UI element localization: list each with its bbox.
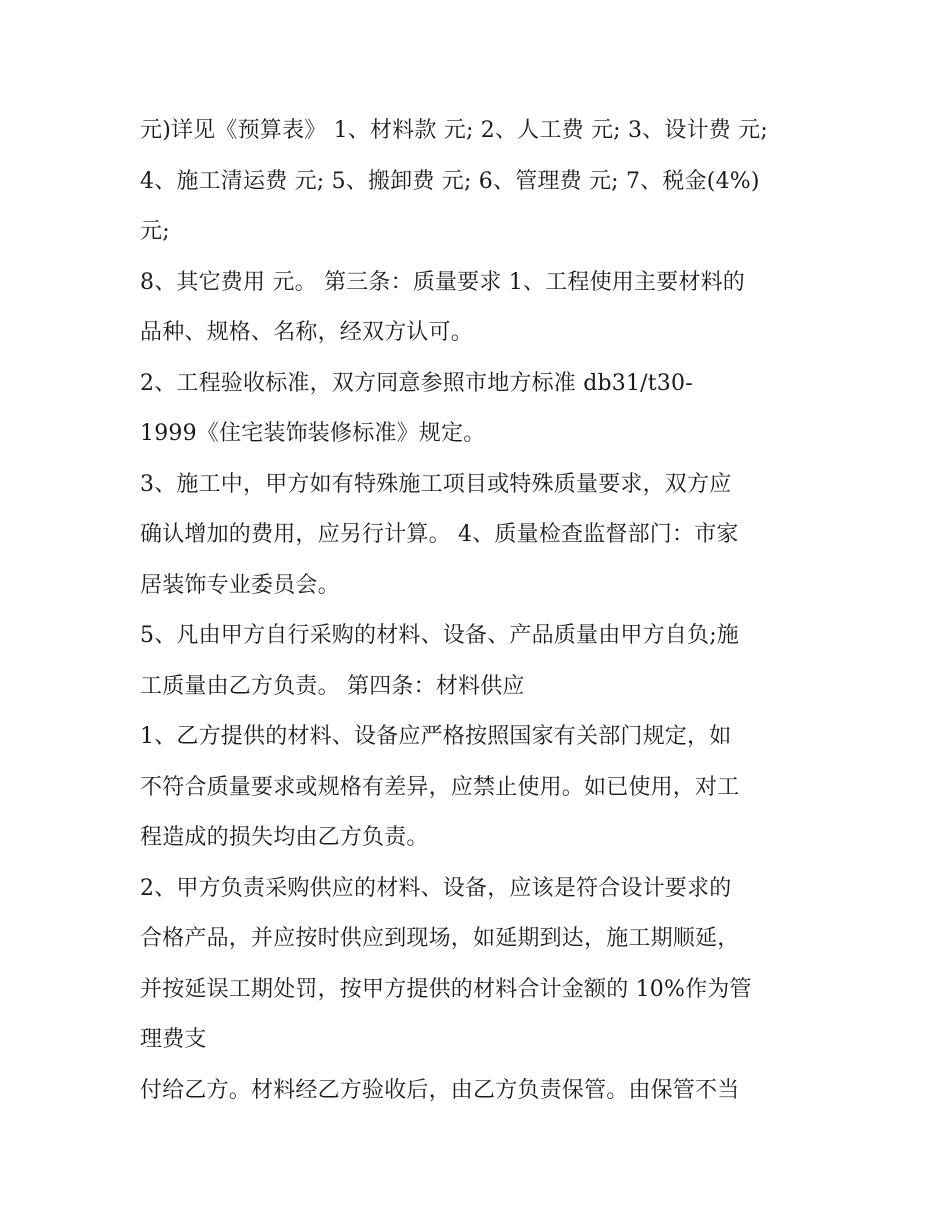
text-line: 2、工程验收标准，双方同意参照市地方标准 db31/t30- — [140, 370, 693, 396]
text-line: 不符合质量要求或规格有差异，应禁止使用。如已使用，对工 — [140, 774, 740, 800]
text-line: 品种、规格、名称，经双方认可。 — [140, 320, 474, 345]
text-line: 2、甲方负责采购供应的材料、设备，应该是符合设计要求的 — [140, 875, 732, 901]
text-line: 确认增加的费用，应另行计算。 4、质量检查监督部门：市家 — [140, 522, 739, 547]
text-line: 5、凡由甲方自行采购的材料、设备、产品质量由甲方自负;施 — [140, 623, 740, 648]
text-line: 程造成的损失均由乙方负责。 — [140, 825, 429, 850]
text-line: 并按延误工期处罚，按甲方提供的材料合计金额的 10%作为管 — [140, 976, 752, 1002]
text-line: 1、乙方提供的材料、设备应严格按照国家有关部门规定，如 — [140, 724, 732, 749]
text-line: 元)详见《预算表》 1、材料款 元; 2、人工费 元; 3、设计费 元; — [140, 118, 768, 143]
text-line: 居装饰专业委员会。 — [140, 572, 340, 598]
text-line: 合格产品，并应按时供应到现场，如延期到达，施工期顺延， — [140, 926, 740, 951]
text-line: 付给乙方。材料经乙方验收后，由乙方负责保管。由保管不当 — [140, 1077, 740, 1103]
text-line: 3、施工中，甲方如有特殊施工项目或特殊质量要求，双方应 — [140, 471, 732, 497]
text-line: 元; — [140, 219, 170, 244]
text-line: 4、施工清运费 元; 5、搬卸费 元; 6、管理费 元; 7、税金(4%) — [140, 168, 760, 194]
text-line: 工质量由乙方负责。 第四条：材料供应 — [140, 673, 525, 699]
text-line: 理费支 — [140, 1027, 207, 1052]
text-line: 8、其它费用 元。 第三条：质量要求 1、工程使用主要材料的 — [140, 269, 745, 295]
document-body — [140, 106, 820, 1116]
text-line: 1999《住宅装饰装修标准》规定。 — [140, 421, 486, 446]
